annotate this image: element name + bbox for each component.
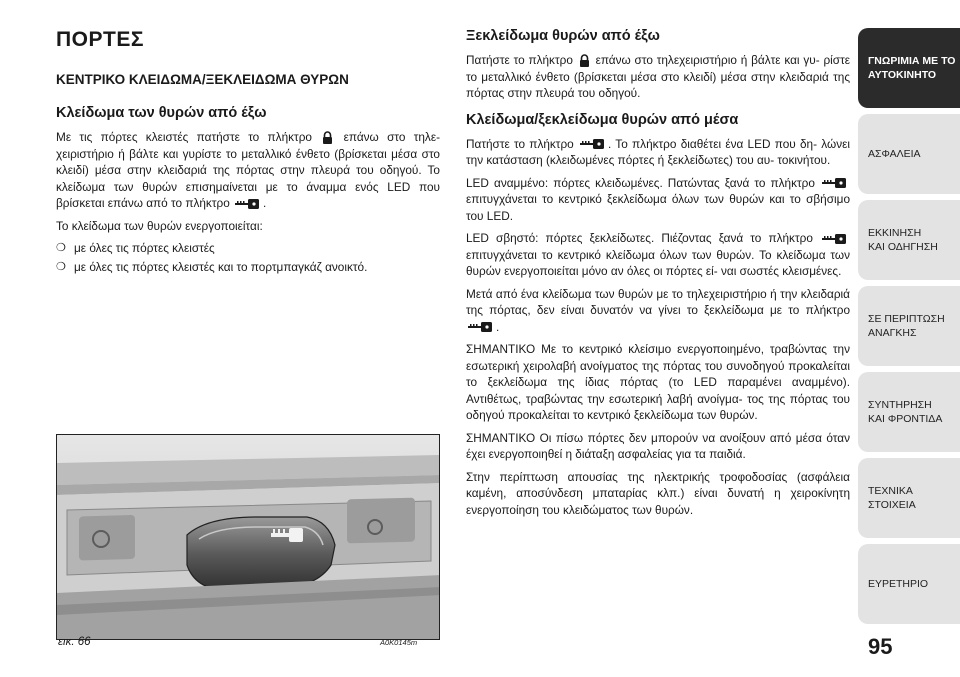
figure-door-lock-button (56, 434, 440, 640)
tab-index[interactable] (858, 544, 960, 624)
tab-label: ΚΑΙ ΦΡΟΝΤΙΔΑ (868, 413, 943, 425)
text-fragment: Με τις πόρτες κλειστές πατήστε το πλήκτρο (56, 130, 312, 144)
text-fragment: Πατήστε το πλήκτρο (466, 53, 573, 67)
page-title: ΠΟΡΤΕΣ (56, 28, 144, 51)
text-fragment: . (496, 319, 500, 334)
tab-label: ΕΥΡΕΤΗΡΙΟ (868, 578, 929, 590)
lock-icon (322, 131, 333, 144)
tab-getting-to-know-car[interactable] (858, 28, 960, 108)
paragraph-after-remote-lock (466, 286, 850, 336)
text-fragment: επιτυγχάνεται το κεντρικό ξεκλείδωμα όλων των θυρών και το σβήσιμο του LED. (466, 192, 850, 223)
tab-maintenance[interactable] (858, 372, 960, 452)
text-fragment: Πατήστε το πλήκτρο (466, 136, 574, 151)
tab-label: ΑΣΦΑΛΕΙΑ (868, 148, 921, 160)
paragraph-power-failure: Στην περίπτωση απουσίας της ηλεκτρικής τροφοδοσίας (ασφάλεια καμένη, αποσύνδεση μπαταρίας κλπ.) είναι δυνατή η χειροκίνητη ενεργοποίηση του κλειδώματος των θυρών. (466, 469, 850, 517)
figure-code: A0K0145m (380, 638, 418, 647)
chapter-tabs (858, 28, 960, 630)
tab-emergency[interactable] (858, 286, 960, 366)
tab-label: ΣΕ ΠΕΡΙΠΤΩΣΗ (868, 313, 945, 325)
tab-label: ΣΤΟΙΧΕΙΑ (868, 499, 916, 511)
tab-label: ΚΑΙ ΟΔΗΓΗΣΗ (868, 241, 938, 253)
door-lock-button-icon (468, 322, 494, 332)
tab-safety[interactable] (858, 114, 960, 194)
tab-label: ΕΚΚΙΝΗΣΗ (868, 227, 922, 239)
paragraph-led-on (466, 175, 850, 225)
door-lock-button-icon (235, 199, 261, 209)
paragraph-led-off (466, 230, 850, 280)
text-fragment: επιτυγχάνεται το κεντρικό κλείδωμα όλων των θυρών. Το κλείδωμα των θυρών ενεργοποιείται μόνο αν όλες οι πόρτες εί- ναι σωστές κλεισμένες. (466, 247, 850, 278)
list-item-text: με όλες τις πόρτες κλειστές και το πορτμπαγκάζ ανοικτό. (74, 259, 368, 274)
list-item (56, 259, 440, 276)
subsection-title: Κλείδωμα των θυρών από έξω (56, 105, 267, 121)
bullet-icon: ❍ (56, 260, 66, 273)
text-fragment: . Το πλήκτρο διαθέτει ένα LED που δη- λώνει την κατάσταση (κλειδωμένες πόρτες ή ξεκλείδωτες) του αυ- τοκινήτου. (466, 136, 850, 167)
right-column (466, 28, 850, 524)
lock-icon (579, 54, 590, 67)
paragraph-lock-outside (56, 129, 440, 212)
paragraph-lock-inside (466, 136, 850, 169)
section-title: ΚΕΝΤΡΙΚΟ ΚΛΕΙΔΩΜΑ/ΞΕΚΛΕΙΔΩΜΑ ΘΥΡΩΝ (56, 72, 349, 87)
note-important-rear-doors: ΣΗΜΑΝΤΙΚΟ Οι πίσω πόρτες δεν μπορούν να ανοίξουν από μέσα όταν έχει ενεργοποιηθεί η διάταξη ασφαλείας για τα παιδιά. (466, 430, 850, 461)
tab-label: ΓΝΩΡΙΜΙΑ ΜΕ ΤΟ (868, 55, 956, 67)
page-number: 95 (868, 634, 893, 659)
text-fragment: LED σβηστό: πόρτες ξεκλείδωτες. Πιέζοντας ξανά το πλήκτρο (466, 231, 813, 245)
list-item-text: με όλες τις πόρτες κλειστές (74, 241, 215, 255)
text-fragment: επάνω στο τηλε- χειριστήριο ή βάλτε και γυρίστε το μεταλλικό ένθετο (βρίσκεται μέσα στο κλειδί) μέσα στην κλειδαριά της πόρτας στην πλευρά του οδηγού. Το κλείδωμα των θυρών επισημαίνεται με το άναμμα ενός LED που βρίσκεται επάνω από το πλήκτρο (56, 130, 441, 210)
tab-label: ΑΥΤΟΚΙΝΗΤΟ (868, 69, 937, 81)
door-lock-button-icon (822, 234, 848, 244)
figure-illustration (57, 435, 440, 640)
paragraph-lock-conditions: Το κλείδωμα των θυρών ενεργοποιείται: (56, 218, 263, 233)
note-important-passenger-door: ΣΗΜΑΝΤΙΚΟ Με το κεντρικό κλείσιμο ενεργοποιημένο, τραβώντας την εσωτερική χειρολαβή ανοίγματος της πόρτας του συνοδηγού προκαλείται το ξεκλείδωμα της ίδιας πόρτας (το LED παραμένει αναμμένο). Αντιθέτως, τραβώντας την εσωτερική λαβή ανοίγμα- τος της πόρτας του οδηγού προκαλείται το κεντρικό ξεκλείδωμα των θυρών. (466, 342, 850, 422)
tab-label: ΤΕΧΝΙΚΑ (868, 485, 913, 497)
tab-label: ΣΥΝΤΗΡΗΣΗ (868, 399, 932, 411)
door-lock-button-icon (580, 139, 606, 149)
text-fragment: επάνω στο τηλεχειριστήριο ή βάλτε και γυ- ρίστε το μεταλλικό ένθετο (βρίσκεται μέσα στο κλειδί) μέσα στην κλειδαριά της πόρτας στην πλευρά του οδηγού. (466, 53, 850, 100)
subsection-unlock-outside: Ξεκλείδωμα θυρών από έξω (466, 28, 660, 44)
paragraph-unlock-outside (466, 52, 850, 102)
text-fragment: Μετά από ένα κλείδωμα των θυρών με το τηλεχειριστήριο ή την κλειδαριά της πόρτας, δεν είναι δυνατόν να γίνει το ξεκλείδωμα με το πλήκτρο (466, 286, 850, 317)
bullet-icon: ❍ (56, 242, 66, 254)
figure-caption: εικ. 66 (58, 636, 91, 648)
text-fragment: . (263, 196, 267, 210)
tab-starting-driving[interactable] (858, 200, 960, 280)
door-lock-button-icon (822, 178, 848, 188)
tab-technical-data[interactable] (858, 458, 960, 538)
list-item (56, 240, 440, 257)
tab-label: ΑΝΑΓΚΗΣ (868, 327, 917, 339)
text-fragment: LED αναμμένο: πόρτες κλειδωμένες. Πατώντας ξανά το πλήκτρο (466, 175, 815, 190)
subsection-lock-inside: Κλείδωμα/ξεκλείδωμα θυρών από μέσα (466, 111, 739, 128)
left-column (56, 28, 440, 277)
